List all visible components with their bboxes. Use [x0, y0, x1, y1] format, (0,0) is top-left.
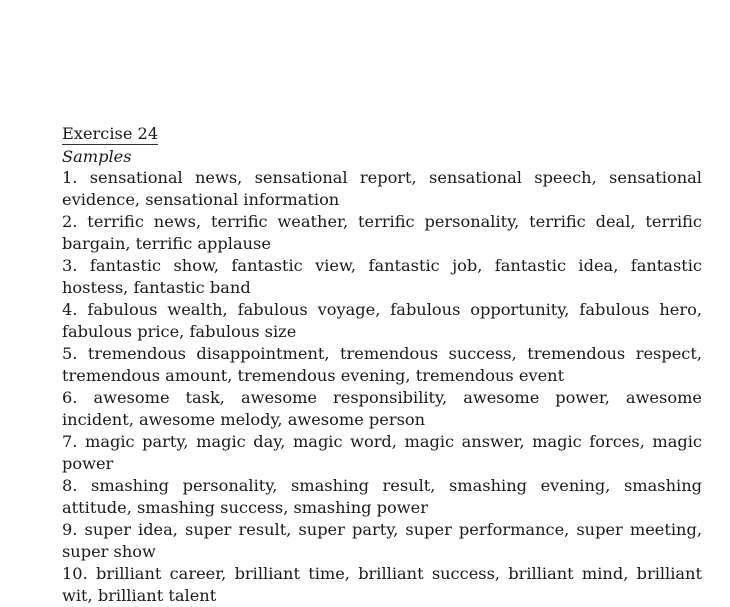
list-item: 9. super idea, super result, super party, super performance, super meeting, super show [62, 520, 702, 561]
document-page [62, 123, 702, 607]
list-item: 6. awesome task, awesome responsibility, awesome power, awesome incident, awesome melody, awesome person [62, 388, 702, 429]
exercise-title: Exercise 24 [62, 124, 159, 143]
exercise-subtitle: Samples [62, 147, 132, 166]
list-item: 10. brilliant career, brilliant time, brilliant success, brilliant mind, brilliant wit, brilliant talent [62, 564, 702, 605]
list-item: 2. terrific news, terrific weather, terrific personality, terrific deal, terrific bargain, terrific applause [62, 212, 702, 253]
list-item: 3. fantastic show, fantastic view, fantastic job, fantastic idea, fantastic hostess, fantastic band [62, 256, 702, 297]
list-item: 7. magic party, magic day, magic word, magic answer, magic forces, magic power [62, 432, 702, 473]
list-item: 4. fabulous wealth, fabulous voyage, fabulous opportunity, fabulous hero, fabulous price, fabulous size [62, 300, 702, 341]
list-item: 1. sensational news, sensational report, sensational speech, sensational evidence, sensational information [62, 168, 702, 209]
list-item: 5. tremendous disappointment, tremendous success, tremendous respect, tremendous amount, tremendous evening, tremendous event [62, 344, 702, 385]
list-item: 8. smashing personality, smashing result, smashing evening, smashing attitude, smashing success, smashing power [62, 476, 702, 517]
